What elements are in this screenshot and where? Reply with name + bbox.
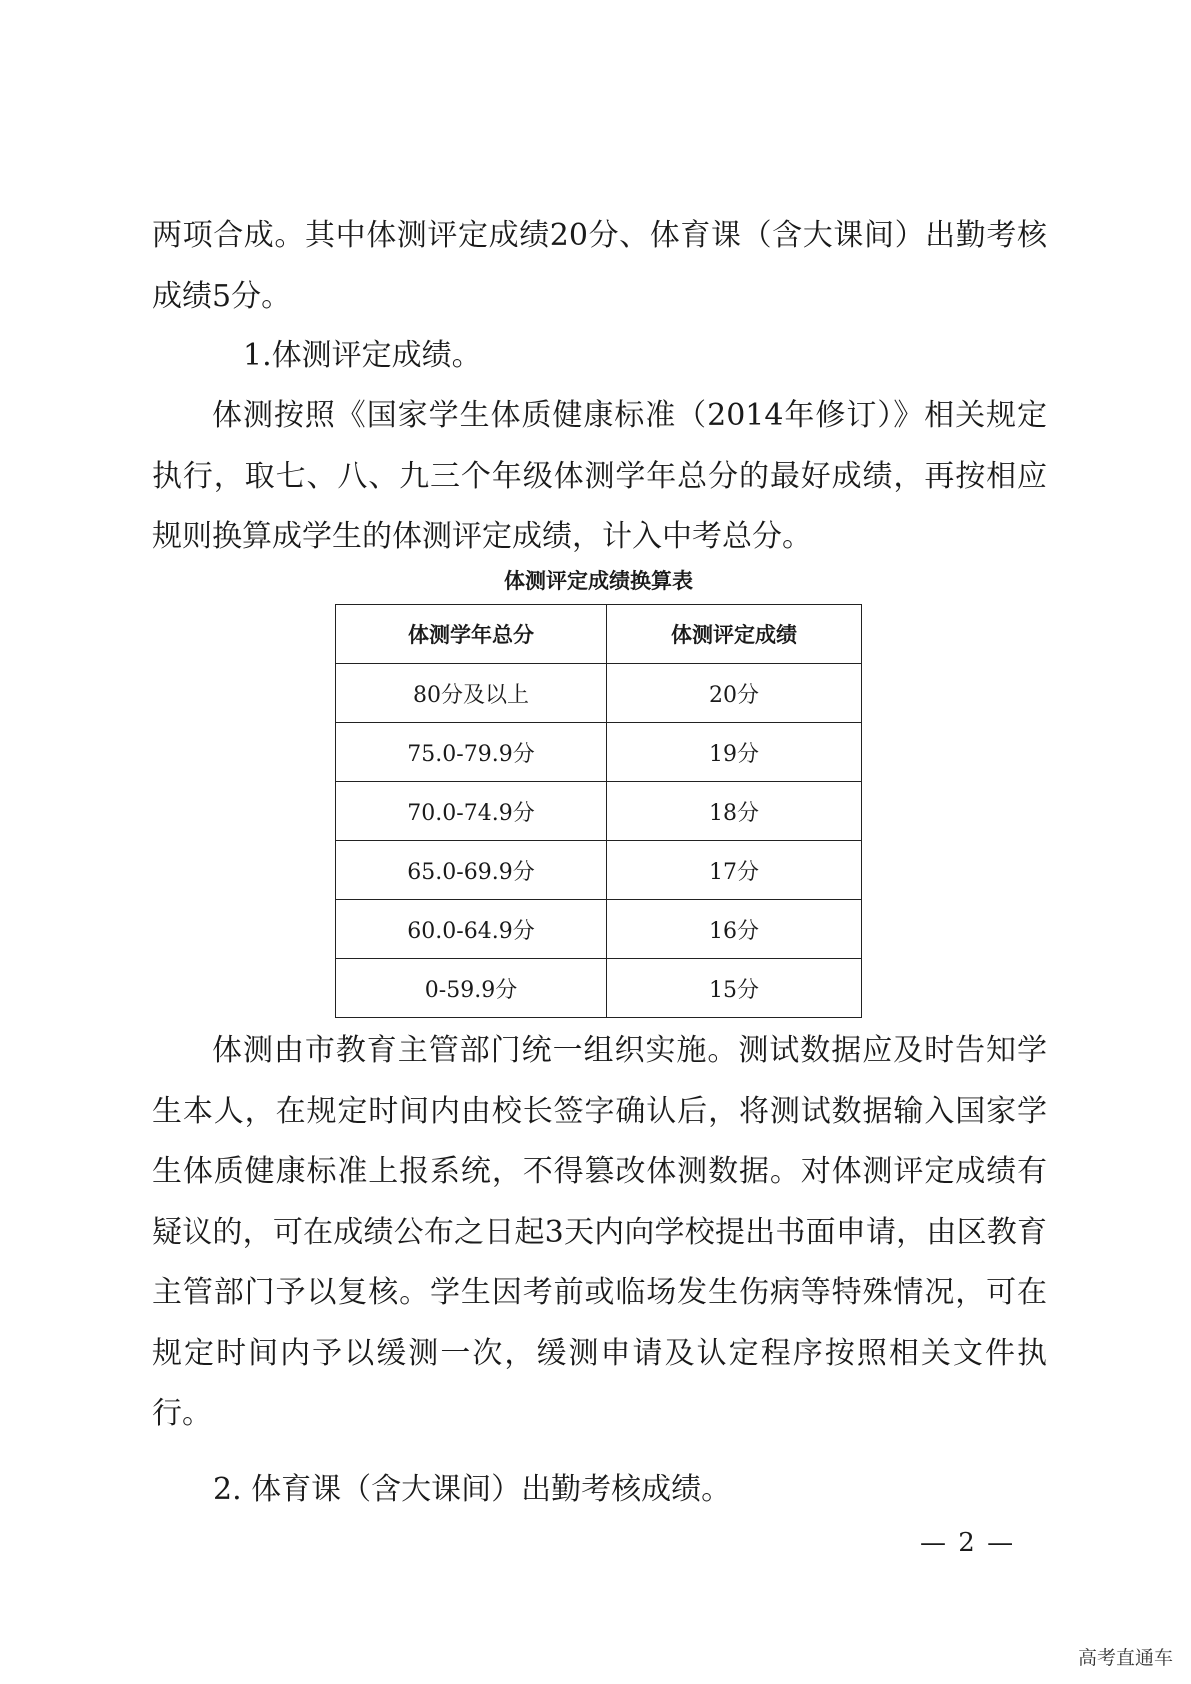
table-header-rated-score: 体测评定成绩 [607,605,862,664]
table-cell-score: 19分 [607,723,862,782]
section-heading-physical-test: 1.体测评定成绩。 [243,338,482,373]
table-row [336,782,862,841]
table-cell-range: 60.0-64.9分 [336,900,607,959]
table-row [336,900,862,959]
table-cell-range: 70.0-74.9分 [336,782,607,841]
table-cell-score: 17分 [607,841,862,900]
table-header-total-score: 体测学年总分 [336,605,607,664]
table-row [336,664,862,723]
table-cell-score: 15分 [607,959,862,1018]
watermark-text: 高考直通车 [1077,1647,1173,1669]
table-cell-range: 80分及以上 [336,664,607,723]
table-row [336,841,862,900]
paragraph-composition: 两项合成。其中体测评定成绩20分、体育课（含大课间）出勤考核成绩5分。 [152,218,1047,314]
section-heading-attendance: 2. 体育课（含大课间）出勤考核成绩。 [213,1472,732,1507]
table-cell-range: 75.0-79.9分 [336,723,607,782]
table-cell-score: 18分 [607,782,862,841]
paragraph-test-implementation: 体测由市教育主管部门统一组织实施。测试数据应及时告知学生本人，在规定时间内由校长签字确认后，将测试数据输入国家学生体质健康标准上报系统，不得篡改体测数据。对体测评定成绩有疑议的，可在成绩公布之日起3天内向学校提出书面申请，由区教育主管部门予以复核。学生因考前或临场发生伤病等特殊情况，可在规定时间内予以缓测一次，缓测申请及认定程序按照相关文件执行。 [152,1033,1047,1431]
table-row [336,723,862,782]
table-cell-range: 65.0-69.9分 [336,841,607,900]
table-cell-score: 20分 [607,664,862,723]
table-header-row [336,605,862,664]
table-title: 体测评定成绩换算表 [504,569,693,593]
table-cell-score: 16分 [607,900,862,959]
page-number: — 2 — [920,1528,1016,1558]
table-cell-range: 0-59.9分 [336,959,607,1018]
table-row [336,959,862,1018]
paragraph-physical-test-rules: 体测按照《国家学生体质健康标准（2014年修订）》相关规定执行，取七、八、九三个年级体测学年总分的最好成绩，再按相应规则换算成学生的体测评定成绩，计入中考总分。 [152,398,1047,554]
conversion-table [335,604,862,1018]
